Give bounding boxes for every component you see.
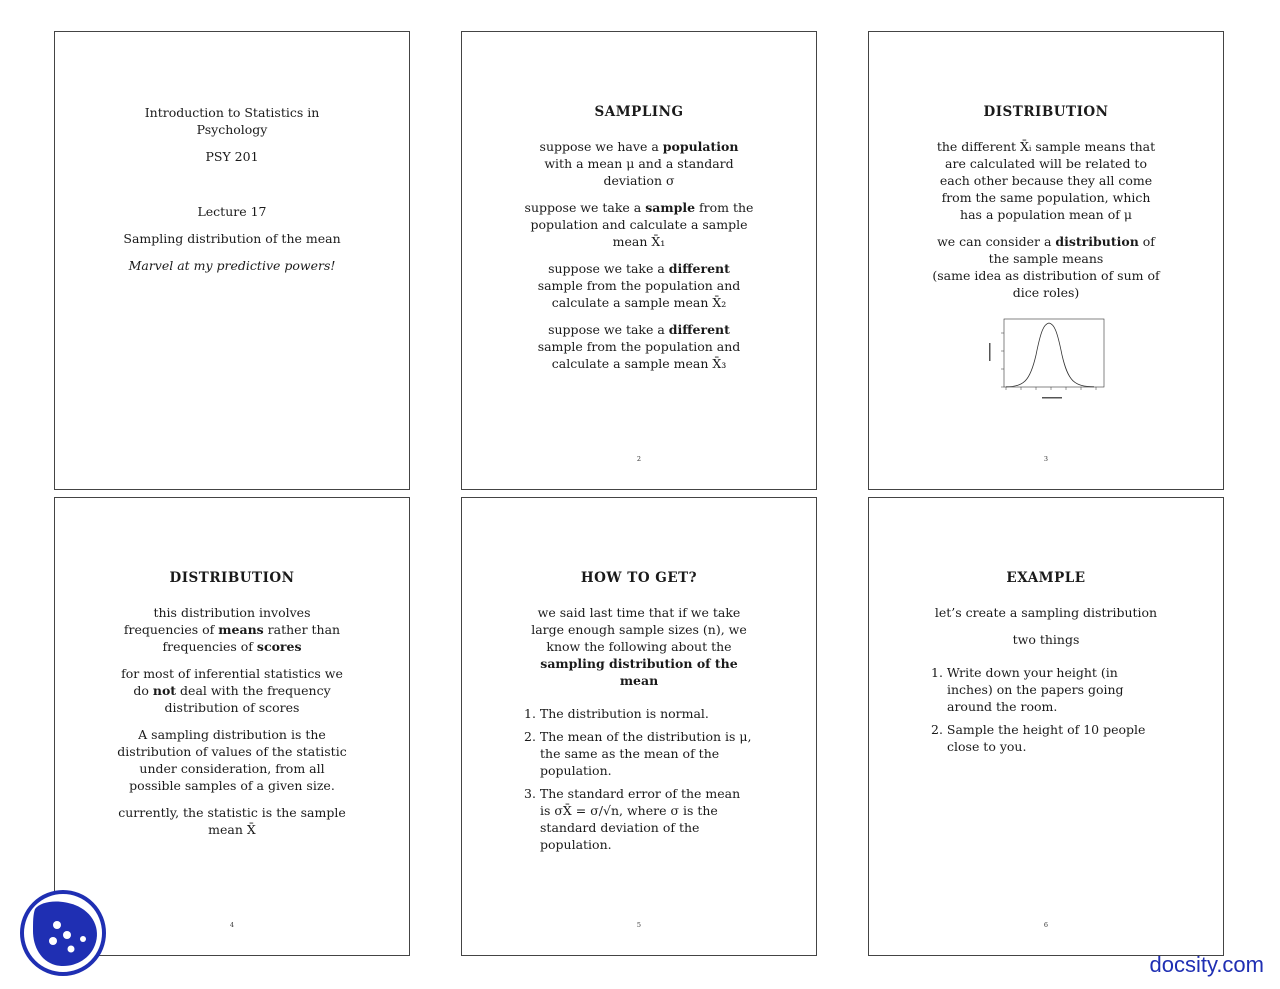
slide-2 — [461, 31, 817, 490]
page-number: 6 — [1043, 921, 1049, 929]
paragraph — [524, 138, 754, 189]
bold-term: distribution — [1055, 234, 1139, 249]
lecture-number: Lecture 17 — [197, 204, 267, 219]
text: this distribution involves frequencies of — [123, 605, 311, 637]
paragraph: the different X̄ᵢ sample means that are calculated will be related to each other because they all come from the same population, which has a population mean of μ — [936, 139, 1156, 222]
paragraph: currently, the statistic is the sample mean X̄ — [118, 805, 346, 837]
axis-label-marks — [989, 343, 1062, 399]
docsity-brand-link[interactable]: docsity.com — [1149, 952, 1264, 977]
bold-term: different — [668, 261, 730, 276]
text: of the sample means — [988, 234, 1155, 266]
slide-title: EXAMPLE — [1006, 570, 1086, 586]
logo-spot — [80, 936, 86, 942]
slide-title: HOW TO GET? — [580, 570, 698, 586]
text: we said last time that if we take large enough sample sizes (n), we know the following about the — [531, 605, 747, 654]
slide-1-content — [117, 104, 347, 274]
list-item: 3. The standard error of the mean is σX̄ = σ/√n, where σ is the standard deviation of the population. — [524, 786, 741, 852]
paragraph — [524, 321, 754, 372]
paragraph — [117, 604, 347, 655]
properties-list — [524, 705, 754, 853]
slide-6-content — [931, 570, 1161, 761]
slide-title: DISTRIBUTION — [169, 570, 295, 586]
logo-spot — [49, 937, 57, 945]
x-axis-ticks — [1006, 387, 1096, 390]
text: suppose we take a — [548, 261, 669, 276]
slide-title: SAMPLING — [594, 104, 684, 120]
text: suppose we take a — [548, 322, 669, 337]
bold-term: sample — [645, 200, 696, 215]
paragraph: A sampling distribution is the distribution of values of the statistic under consideration, from all possible samples of a given size. — [117, 727, 347, 793]
page-number: 5 — [636, 921, 642, 929]
slide-4 — [54, 497, 410, 956]
text: from the population and calculate a sample mean X̄₁ — [530, 200, 754, 249]
list-item: 1. The distribution is normal. — [524, 706, 709, 721]
paragraph — [931, 233, 1161, 267]
instructions-list — [931, 664, 1161, 755]
y-axis-ticks — [1001, 333, 1004, 387]
paragraph — [524, 260, 754, 311]
paragraph: (same idea as distribution of sum of dice roles) — [932, 268, 1160, 300]
course-code: PSY 201 — [205, 149, 259, 164]
course-title-line-2: Psychology — [196, 122, 268, 137]
paragraph: two things — [1012, 632, 1080, 647]
list-item: 1. Write down your height (in inches) on the papers going around the room. — [931, 665, 1124, 714]
paragraph — [524, 199, 754, 250]
paragraph: let’s create a sampling distribution — [934, 605, 1158, 620]
slide-4-content — [117, 570, 347, 848]
bold-term: sampling distribution of the mean — [540, 656, 738, 688]
page-number: 3 — [1043, 455, 1049, 463]
bold-term: different — [668, 322, 730, 337]
bold-term: population — [662, 139, 739, 154]
text: suppose we have a — [539, 139, 663, 154]
logo-spot — [53, 921, 61, 929]
text: rather than frequencies of — [162, 622, 341, 654]
page-number: 4 — [229, 921, 235, 929]
list-item: 2. Sample the height of 10 people close to you. — [931, 722, 1146, 754]
paragraph — [524, 604, 754, 689]
slide-3 — [868, 31, 1224, 490]
list-item: 2. The mean of the distribution is μ, the same as the mean of the population. — [524, 729, 752, 778]
sampling-distribution-chart — [986, 315, 1106, 403]
x-axis-label-mark — [1042, 397, 1062, 399]
paragraph — [117, 665, 347, 716]
text: for most of inferential statistics we do — [121, 666, 343, 698]
logo-spot — [63, 931, 71, 939]
slide-title: DISTRIBUTION — [983, 104, 1109, 120]
text: with a mean μ and a standard deviation σ — [544, 156, 734, 188]
slide-1 — [54, 31, 410, 490]
slide-5 — [461, 497, 817, 956]
text: sample from the population and calculate a sample mean X̄₃ — [537, 339, 741, 371]
bold-term: scores — [256, 639, 302, 654]
bold-term: means — [218, 622, 264, 637]
logo-spot — [68, 946, 75, 953]
ladybug-icon[interactable] — [19, 889, 107, 977]
lecture-tagline: Marvel at my predictive powers! — [128, 258, 336, 273]
bold-term: not — [152, 683, 177, 698]
density-curve — [1006, 323, 1094, 387]
slide-6 — [868, 497, 1224, 956]
page-number: 2 — [636, 455, 642, 463]
text: deal with the frequency distribution of scores — [164, 683, 331, 715]
lecture-subtitle: Sampling distribution of the mean — [123, 231, 341, 246]
text: suppose we take a — [524, 200, 646, 215]
slide-5-content — [524, 570, 754, 859]
text: sample from the population and calculate a sample mean X̄₂ — [537, 278, 741, 310]
slide-3-content — [931, 104, 1161, 403]
text: we can consider a — [937, 234, 1056, 249]
plot-frame — [1004, 319, 1104, 387]
slide-2-content — [524, 104, 754, 382]
course-title-line-1: Introduction to Statistics in — [144, 105, 320, 120]
y-axis-label-mark — [989, 343, 991, 361]
